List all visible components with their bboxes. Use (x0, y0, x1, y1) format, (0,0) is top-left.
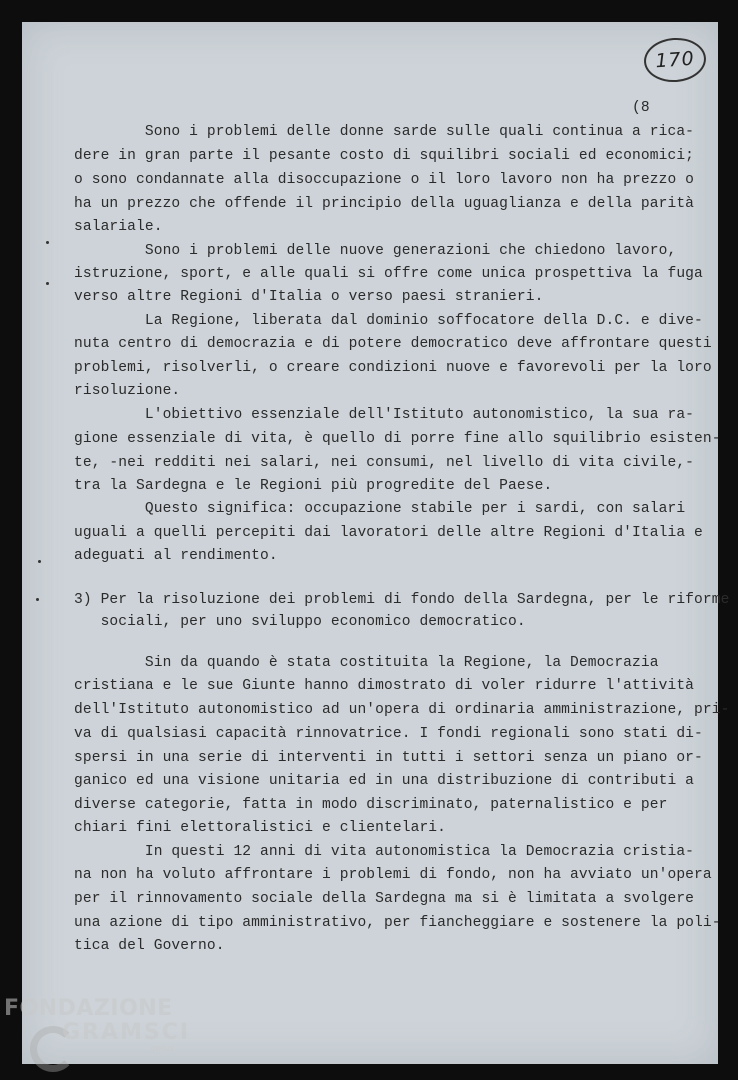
text-line: cristiana e le sue Giunte hanno dimostrato di voler ridurre l'attività (74, 678, 695, 694)
logo-line-3: onlus (150, 1044, 175, 1054)
text-line: o sono condannate alla disoccupazione o il loro lavoro non ha prezzo o (74, 172, 695, 188)
text-line: problemi, risolverli, o creare condizioni nuove e favorevoli per la loro (74, 360, 712, 376)
text-line: Questo significa: occupazione stabile per i sardi, con salari (74, 501, 686, 517)
text-line: te, -nei redditi nei salari, nei consumi, nel livello di vita civile,- (74, 455, 695, 471)
text-line: Sono i problemi delle donne sarde sulle quali continua a rica- (74, 124, 695, 140)
text-line: dell'Istituto autonomistico ad un'opera di ordinaria amministrazione, pri- (74, 702, 730, 718)
text-line: diverse categorie, fatta in modo discriminato, paternalistico e per (74, 797, 668, 813)
margin-dot (46, 282, 49, 285)
text-line: nuta centro di democrazia e di potere democratico deve affrontare questi (74, 336, 712, 352)
text-line: ha un prezzo che offende il principio della uguaglianza e della parità (74, 196, 695, 212)
margin-dot (36, 598, 39, 601)
text-line: istruzione, sport, e alle quali si offre come unica prospettiva la fuga (74, 266, 703, 282)
logo-line-1: FONDAZIONE (4, 996, 173, 1021)
page-number: (8 (632, 100, 650, 116)
text-line: na non ha voluto affrontare i problemi di fondo, non ha avviato un'opera (74, 867, 712, 883)
text-line: chiari fini elettoralistici e clientelari. (74, 820, 447, 836)
text-line: adeguati al rendimento. (74, 548, 278, 564)
text-line: spersi in una serie di interventi in tutti i settori senza un piano or- (74, 750, 703, 766)
text-line: La Regione, liberata dal dominio soffocatore della D.C. e dive- (74, 313, 703, 329)
text-line: va di qualsiasi capacità rinnovatrice. I fondi regionali sono stati di- (74, 726, 703, 742)
text-line: dere in gran parte il pesante costo di squilibri sociali ed economici; (74, 148, 695, 164)
section-heading: sociali, per uno sviluppo economico democratico. (74, 614, 526, 630)
text-line: per il rinnovamento sociale della Sardegna ma si è limitata a svolgere (74, 891, 695, 907)
margin-dot (46, 241, 49, 244)
text-line: salariale. (74, 219, 163, 235)
archive-number-stamp: 170 (643, 36, 708, 84)
text-line: gione essenziale di vita, è quello di porre fine allo squilibrio esisten- (74, 431, 721, 447)
text-line: Sin da quando è stata costituita la Regione, la Democrazia (74, 655, 659, 671)
text-line: risoluzione. (74, 383, 181, 399)
text-line: ganico ed una visione unitaria ed in una distribuzione di contributi a (74, 773, 695, 789)
watermark-logo (4, 998, 190, 1054)
text-line: verso altre Regioni d'Italia o verso paesi stranieri. (74, 289, 544, 305)
text-line: tica del Governo. (74, 938, 225, 954)
text-line: L'obiettivo essenziale dell'Istituto autonomistico, la sua ra- (74, 407, 695, 423)
text-line: una azione di tipo amministrativo, per fiancheggiare e sostenere la poli- (74, 915, 721, 931)
logo-line-2: GRAMSCI (62, 1020, 191, 1045)
margin-dot (38, 560, 41, 563)
text-line: Sono i problemi delle nuove generazioni che chiedono lavoro, (74, 243, 677, 259)
text-line: tra la Sardegna e le Regioni più progredite del Paese. (74, 478, 553, 494)
text-line: In questi 12 anni di vita autonomistica la Democrazia cristia- (74, 844, 695, 860)
text-line: uguali a quelli percepiti dai lavoratori delle altre Regioni d'Italia e (74, 525, 703, 541)
section-heading: 3) Per la risoluzione dei problemi di fondo della Sardegna, per le riforme (74, 592, 730, 608)
